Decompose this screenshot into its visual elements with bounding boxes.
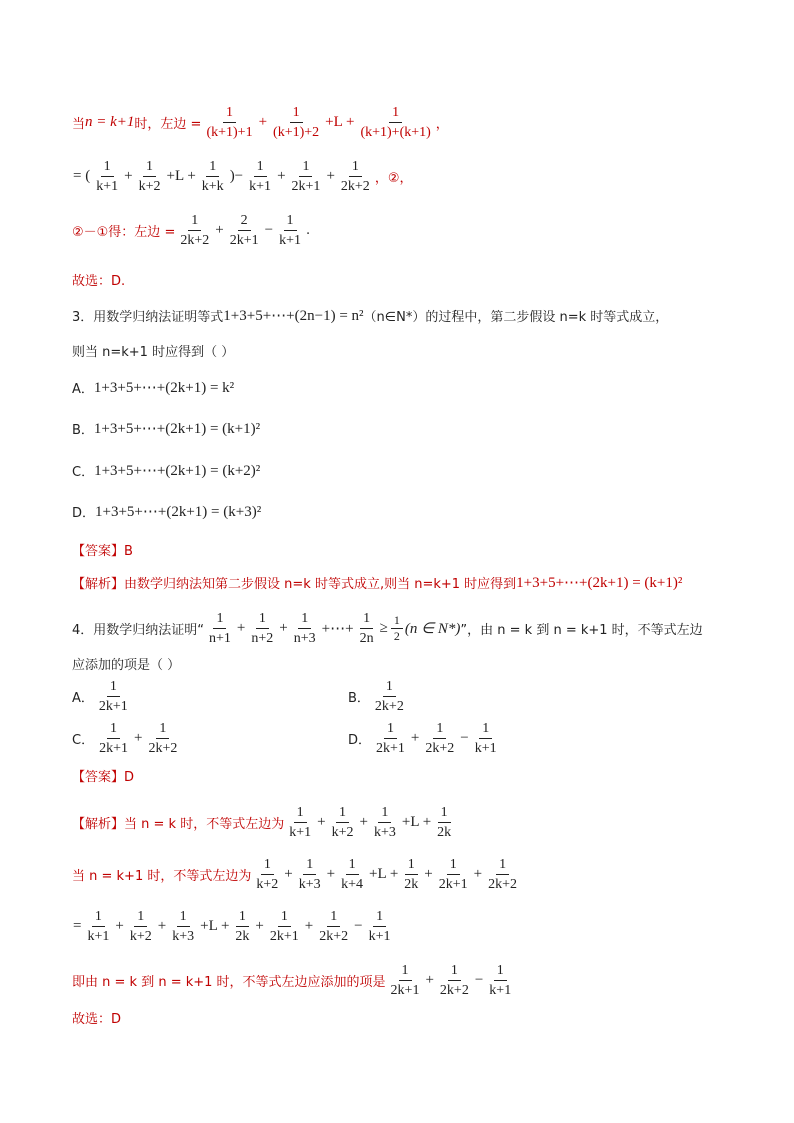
den: 2k+2 — [340, 179, 370, 194]
den: 2 — [393, 629, 400, 643]
math: (n ∈ N*) — [404, 621, 461, 637]
plus: + — [317, 814, 326, 830]
text: 故选：D. — [72, 274, 126, 289]
num: 1 — [256, 610, 269, 629]
q4-analysis-line-2 — [72, 856, 522, 893]
den: 2k+1 — [438, 877, 468, 892]
den: k+1 — [96, 179, 119, 194]
plus: + — [473, 866, 483, 882]
fraction — [372, 678, 407, 715]
fraction — [388, 962, 423, 999]
dots: +⋯+ — [321, 621, 354, 637]
den: k+2 — [331, 825, 354, 840]
q4-conclusion — [72, 1008, 121, 1027]
q3-option-b — [72, 419, 260, 438]
text: 当 n = k+1 时，不等式左边为 — [72, 869, 252, 884]
num: 1 — [447, 856, 460, 875]
den: n+3 — [293, 631, 316, 646]
plus: + — [124, 168, 133, 184]
minus: − — [354, 918, 363, 934]
text: 由数学归纳法知第二步假设 n=k 时等式成立,则当 n=k+1 时应得到 — [124, 577, 517, 592]
fraction — [169, 908, 197, 945]
text: 时，左边 = — [134, 117, 202, 132]
eq: = — [73, 918, 82, 934]
text: 应添加的项是（ ） — [72, 658, 181, 673]
den: 2k+2 — [439, 983, 469, 998]
dots: +L + — [401, 814, 432, 830]
text: . — [306, 223, 311, 238]
option-label: C． — [72, 465, 95, 480]
text: ， — [435, 117, 449, 132]
dots: +L + — [369, 866, 399, 882]
fraction — [316, 908, 351, 945]
num: 1 — [383, 678, 396, 697]
plus: + — [258, 114, 268, 130]
option-expr: 1+3+5+⋯+(2k+1) = (k+2)² — [94, 463, 261, 479]
option-expr: 1+3+5+⋯+(2k+1) = (k+1)² — [93, 421, 261, 437]
plus: + — [215, 222, 224, 238]
fraction — [177, 212, 212, 249]
den: 2k — [437, 825, 452, 840]
num: 1 — [303, 856, 316, 875]
den: k+1 — [474, 741, 497, 756]
dots: +L + — [200, 918, 230, 934]
num: 1 — [143, 158, 156, 177]
text: 4．用数学归纳法证明“ — [72, 623, 205, 638]
analysis-tag: 【解析】 — [72, 817, 125, 832]
num: 1 — [494, 962, 507, 981]
den: 2k+2 — [425, 741, 455, 756]
plus: + — [277, 168, 286, 184]
prev-line-1 — [72, 104, 449, 141]
den: 2k+2 — [374, 699, 404, 714]
den: k+1 — [368, 929, 391, 944]
num: 1 — [107, 720, 120, 739]
fraction — [206, 610, 234, 647]
fraction — [93, 158, 121, 195]
fraction — [145, 720, 180, 757]
option-label: A． — [72, 382, 94, 397]
den: k+1 — [289, 825, 312, 840]
ge: ≥ — [379, 620, 388, 636]
q4-stem-line-2 — [72, 654, 180, 673]
den: 2k+1 — [390, 983, 420, 998]
fraction — [248, 610, 276, 647]
den: 2k+1 — [229, 233, 259, 248]
den: 2k+1 — [269, 929, 299, 944]
fraction — [436, 856, 471, 893]
fraction — [232, 908, 252, 945]
fraction — [371, 804, 399, 841]
num: 1 — [399, 962, 412, 981]
den: k+1 — [489, 983, 512, 998]
minus: )− — [229, 168, 244, 184]
fraction — [422, 720, 457, 757]
option-label: D． — [348, 733, 372, 748]
num: 1 — [206, 158, 219, 177]
plus: + — [115, 918, 124, 934]
fraction — [401, 856, 421, 893]
q4-option-a — [72, 678, 133, 715]
plus: + — [424, 866, 433, 882]
fraction — [485, 856, 520, 893]
plus: + — [133, 730, 143, 746]
den: 2k+1 — [376, 741, 405, 756]
plus: + — [359, 814, 368, 830]
eq: = ( — [73, 168, 91, 184]
q4-analysis-line-4 — [72, 962, 516, 999]
prev-line-2 — [72, 158, 412, 195]
plus: + — [279, 620, 288, 636]
den: k+3 — [298, 877, 321, 892]
text: 则当 n=k+1 时应得到（ ） — [72, 345, 235, 360]
fraction — [486, 962, 514, 999]
den: 2k+1 — [98, 699, 128, 714]
den: 2k+2 — [148, 741, 178, 756]
num: 1 — [213, 610, 226, 629]
option-expr: 1+3+5+⋯+(2k+1) = (k+3)² — [95, 504, 262, 520]
den: 2k+2 — [319, 929, 349, 944]
den: k+3 — [373, 825, 396, 840]
num: 1 — [278, 908, 291, 927]
num: 1 — [284, 212, 297, 231]
minus: − — [474, 972, 484, 988]
prev-conclusion — [72, 270, 125, 289]
den: 2k+2 — [180, 233, 210, 248]
prev-line-3 — [72, 212, 310, 249]
fraction — [84, 908, 112, 945]
den: k+4 — [341, 877, 364, 892]
fraction — [267, 908, 302, 945]
num: 2 — [238, 212, 251, 231]
option-label: B． — [348, 691, 370, 706]
math: n = k+1 — [85, 114, 135, 130]
num: 1 — [134, 908, 147, 927]
text: 当 n = k 时，不等式左边为 — [124, 817, 285, 832]
num: 1 — [107, 678, 120, 697]
fraction — [253, 856, 281, 893]
num: 1 — [496, 856, 509, 875]
option-expr: 1+3+5+⋯+(2k+1) = k² — [93, 380, 235, 396]
text: 3．用数学归纳法证明等式 — [72, 310, 224, 325]
q4-stem-line-1 — [72, 610, 703, 647]
fraction — [136, 158, 164, 195]
num: 1 — [254, 158, 267, 177]
fraction — [96, 720, 131, 757]
plus: + — [326, 168, 335, 184]
num: 1 — [389, 104, 402, 123]
den: 2k+2 — [488, 877, 518, 892]
den: k+2 — [138, 179, 161, 194]
fraction — [296, 856, 324, 893]
den: n+1 — [209, 631, 231, 646]
fraction — [366, 908, 394, 945]
num: 1 — [336, 804, 349, 823]
answer-tag: 【答案】B — [72, 544, 133, 559]
fraction — [357, 104, 433, 141]
text: ”，由 n = k 到 n = k+1 时，不等式左边 — [460, 623, 703, 638]
den: 2k+1 — [291, 179, 321, 194]
q3-option-a — [72, 378, 234, 397]
q3-stem-line-1 — [72, 306, 668, 325]
q4-option-d — [348, 720, 502, 757]
math: 1+3+5+⋯+(2k+1) = (k+1)² — [516, 575, 683, 591]
q3-stem-line-2 — [72, 341, 234, 360]
fraction — [373, 720, 408, 757]
fraction — [199, 158, 227, 195]
num: 1 — [92, 908, 105, 927]
den: k+1 — [249, 179, 272, 194]
fraction — [96, 678, 131, 715]
fraction — [329, 804, 357, 841]
num: 1 — [188, 212, 201, 231]
den: n+2 — [251, 631, 274, 646]
num: 1 — [360, 610, 373, 629]
plus: + — [255, 918, 264, 934]
option-label: A． — [72, 691, 94, 706]
text: 即由 n = k 到 n = k+1 时，不等式左边应添加的项是 — [72, 975, 386, 990]
num: 1 — [384, 720, 397, 739]
fraction — [472, 720, 500, 757]
num: 1 — [299, 158, 312, 177]
fraction — [127, 908, 155, 945]
plus: + — [425, 972, 434, 988]
text: 故选：D — [72, 1012, 122, 1027]
num: 1 — [405, 856, 418, 875]
plus: + — [284, 866, 293, 882]
num: 1 — [349, 158, 362, 177]
num: 1 — [290, 104, 303, 123]
plus: + — [236, 620, 246, 636]
text: ②－①得：左边 = — [72, 225, 176, 240]
den: 2k+1 — [99, 741, 128, 756]
q3-answer — [72, 540, 133, 559]
plus: + — [326, 866, 336, 882]
fraction — [357, 610, 377, 647]
q4-analysis-line-3 — [72, 908, 396, 945]
q4-option-c — [72, 720, 182, 757]
q3-option-d — [72, 502, 261, 521]
fraction — [437, 962, 472, 999]
fraction — [203, 104, 255, 141]
fraction — [338, 158, 373, 195]
num: 1 — [391, 614, 403, 629]
option-label: B． — [72, 423, 94, 438]
fraction — [227, 212, 262, 249]
text: ，②， — [374, 171, 413, 186]
num: 1 — [373, 908, 386, 927]
q4-option-b — [348, 678, 409, 715]
num: 1 — [378, 804, 391, 823]
text: （n∈N*）的过程中，第二步假设 n=k 时等式成立， — [363, 310, 669, 325]
minus: − — [460, 730, 469, 746]
num: 1 — [448, 962, 461, 981]
fraction — [338, 856, 366, 893]
q4-answer — [72, 766, 134, 785]
den: (k+1)+2 — [273, 125, 320, 140]
num: 1 — [236, 908, 249, 927]
fraction — [391, 614, 403, 643]
den: k+2 — [129, 929, 152, 944]
den: 2k — [235, 929, 250, 944]
num: 1 — [177, 908, 190, 927]
q3-analysis — [72, 573, 682, 592]
plus: + — [304, 918, 314, 934]
den: 2k — [404, 877, 419, 892]
dots: +L + — [166, 168, 196, 184]
den: k+k — [201, 179, 224, 194]
fraction — [291, 610, 319, 647]
den: k+1 — [87, 929, 110, 944]
num: 1 — [433, 720, 446, 739]
answer-tag: 【答案】D — [72, 770, 135, 785]
plus: + — [410, 730, 420, 746]
fraction — [270, 104, 322, 141]
num: 1 — [479, 720, 492, 739]
den: k+3 — [172, 929, 195, 944]
num: 1 — [346, 856, 359, 875]
fraction — [246, 158, 274, 195]
fraction — [289, 158, 324, 195]
num: 1 — [438, 804, 451, 823]
num: 1 — [298, 610, 311, 629]
q4-analysis-line-1 — [72, 804, 456, 841]
minus: − — [264, 222, 274, 238]
den: k+2 — [256, 877, 279, 892]
num: 1 — [223, 104, 236, 123]
num: 1 — [294, 804, 307, 823]
num: 1 — [156, 720, 169, 739]
dots: +L + — [325, 114, 355, 130]
num: 1 — [261, 856, 274, 875]
den: k+1 — [279, 233, 301, 248]
text: 当 — [72, 117, 86, 132]
q3-option-c — [72, 461, 260, 480]
fraction — [286, 804, 314, 841]
plus: + — [157, 918, 167, 934]
option-label: D． — [72, 506, 96, 521]
math: 1+3+5+⋯+(2n−1) = n² — [223, 308, 364, 324]
option-label: C． — [72, 733, 95, 748]
den: (k+1)+(k+1) — [360, 125, 431, 140]
analysis-tag: 【解析】 — [72, 577, 125, 592]
den: (k+1)+1 — [206, 125, 253, 140]
num: 1 — [101, 158, 114, 177]
num: 1 — [327, 908, 340, 927]
den: 2n — [359, 631, 374, 646]
fraction — [434, 804, 454, 841]
fraction — [276, 212, 304, 249]
